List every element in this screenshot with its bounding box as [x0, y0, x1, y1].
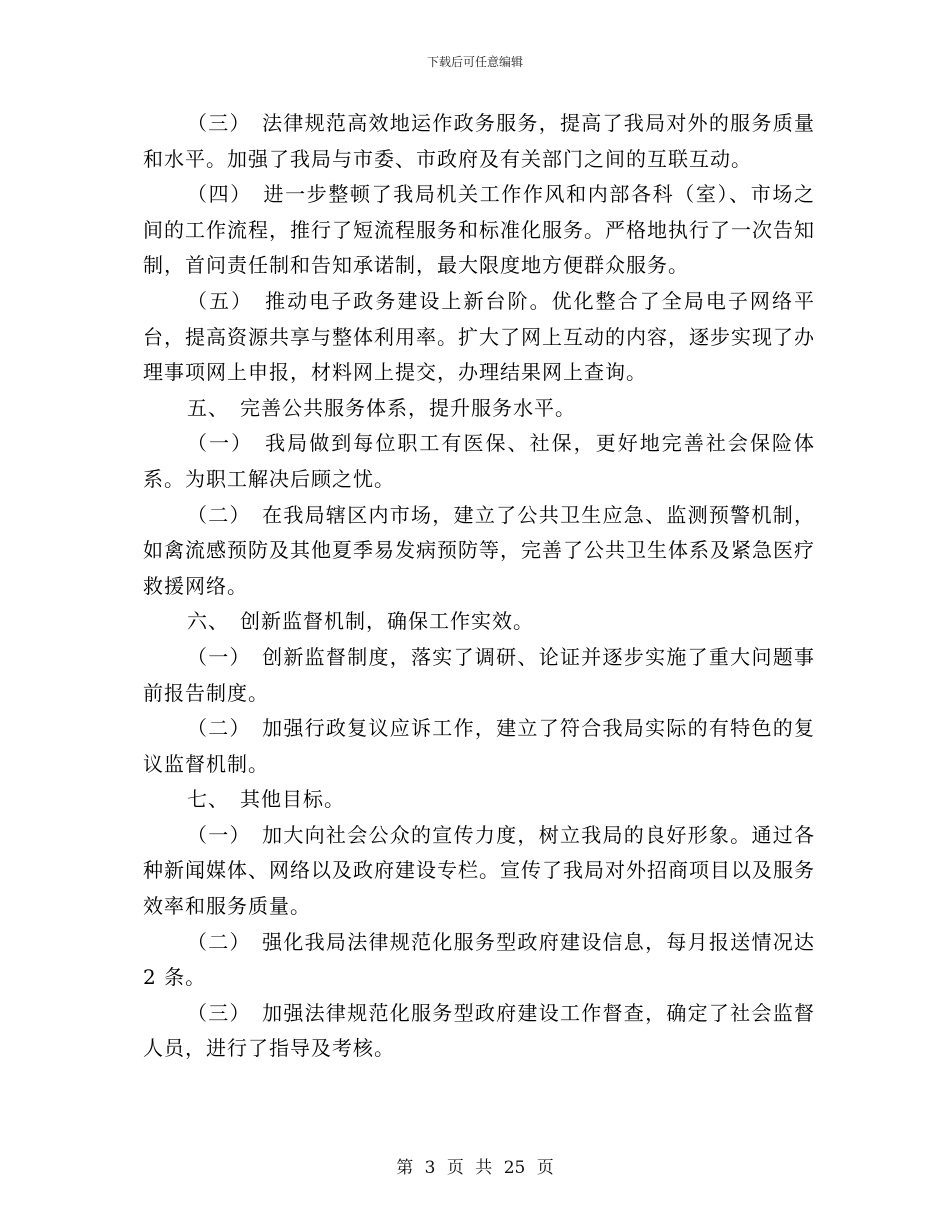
page-number: 第 3 页 共 25 页 — [396, 1158, 554, 1178]
page-header: 下载后可任意编辑 — [426, 55, 523, 69]
paragraph-3: （五） 推动电子政务建设上新台阶。优化整合了全局电子网络平台，提高资源共享与整体利用率。扩大了网上互动的内容，逐步实现了办理事项网上申报，材料网上提交，办理结果网上查询。 — [143, 288, 815, 385]
paragraph-6: （二） 在我局辖区内市场，建立了公共卫生应急、监测预警机制，如禽流感预防及其他夏季易发病预防等，完善了公共卫生体系及紧急医疗救援网络。 — [143, 502, 815, 598]
paragraph-11: （一） 加大向社会公众的宣传力度，树立我局的良好形象。通过各种新闻媒体、网络以及政府建设专栏。宣传了我局对外招商项目以及服务效率和服务质量。 — [143, 822, 815, 919]
section-heading-5: 五、 完善公共服务体系，提升服务水平。 — [187, 395, 576, 420]
paragraph-2: （四） 进一步整顿了我局机关工作作风和内部各科（室）、市场之间的工作流程，推行了短流程服务和标准化服务。严格地执行了一次告知制，首问责任制和告知承诺制，最大限度地方便群众服务。 — [143, 182, 815, 278]
paragraph-8: （一） 创新监督制度，落实了调研、论证并逐步实施了重大问题事前报告制度。 — [143, 644, 815, 705]
section-heading-7: 七、 其他目标。 — [187, 787, 345, 812]
paragraph-9: （二） 加强行政复议应诉工作，建立了符合我局实际的有特色的复议监督机制。 — [143, 716, 815, 776]
paragraph-13: （三） 加强法律规范化服务型政府建设工作督查，确定了社会监督人员，进行了指导及考核。 — [143, 1000, 815, 1061]
section-heading-6: 六、 创新监督机制，确保工作实效。 — [187, 609, 534, 634]
paragraph-12: （二） 强化我局法律规范化服务型政府建设信息，每月报送情况达 2 条。 — [143, 929, 815, 990]
paragraph-1: （三） 法律规范高效地运作政务服务，提高了我局对外的服务质量和水平。加强了我局与市委、市政府及有关部门之间的互联互动。 — [143, 111, 815, 171]
document-body — [143, 106, 815, 1067]
paragraph-5: （一） 我局做到每位职工有医保、社保，更好地完善社会保险体系。为职工解决后顾之忧。 — [143, 431, 815, 491]
